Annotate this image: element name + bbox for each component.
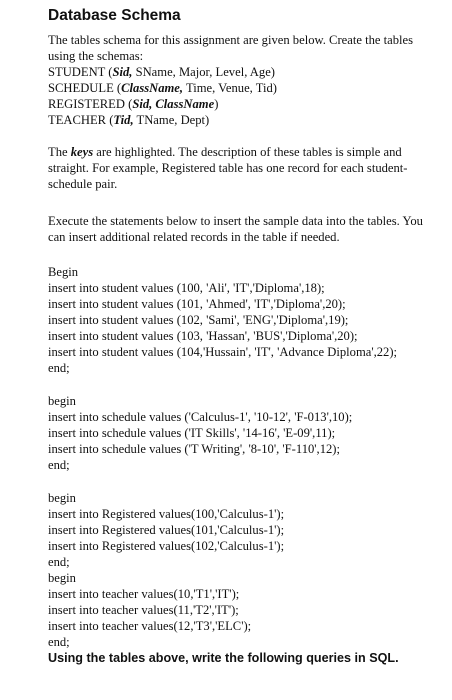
code-line: end; [48,635,70,649]
page-title: Database Schema [48,7,181,24]
keys-note-lead: The [48,145,71,159]
schema-open: ( [106,113,114,127]
code-line: insert into schedule values ('IT Skills', '14-16', 'E-09',11); [48,426,336,440]
schema-fields: SName, Major, Level, Age) [132,65,275,79]
code-line: insert into student values (103, 'Hassan', 'BUS','Diploma',20); [48,329,358,343]
intro-paragraph: The tables schema for this assignment are given below. Create the tables using the schemas: [48,33,413,63]
schema-name: TEACHER [48,113,107,127]
code-line: insert into student values (104,'Hussain', 'IT', 'Advance Diploma',22); [48,345,398,359]
keys-note-body: are highlighted. The description of these tables is simple and straight. For example, Registered table has one record for each student-schedule pair. [48,145,408,191]
schema-key: ClassName, [121,81,184,95]
schema-fields: Time, Venue, Tid) [183,81,277,95]
schema-schedule [48,80,452,96]
schema-name: STUDENT [48,65,106,79]
schema-open: ( [124,97,133,111]
student-insert-block [48,264,452,376]
execute-note: Execute the statements below to insert the sample data into the tables. You can insert additional related records in the table if needed. [48,214,423,244]
code-line: begin [48,571,76,585]
code-line: end; [48,458,70,472]
code-line: insert into teacher values(11,'T2','IT'); [48,603,239,617]
code-line: insert into student values (102, 'Sami', 'ENG','Diploma',19); [48,313,349,327]
code-line: Begin [48,265,79,279]
schema-list [48,64,452,128]
keys-note [48,144,432,192]
schema-teacher [48,112,452,128]
code-line: begin [48,491,76,505]
code-line: insert into student values (101, 'Ahmed', 'IT','Diploma',20); [48,297,346,311]
code-line: end; [48,555,70,569]
code-line: insert into schedule values ('Calculus-1', '10-12', 'F-013',10); [48,410,353,424]
code-line: end; [48,361,70,375]
code-line: insert into Registered values(101,'Calculus-1'); [48,523,285,537]
registered-insert-block [48,490,452,570]
schema-registered [48,96,452,112]
queries-instruction: Using the tables above, write the following queries in SQL. [48,651,399,665]
keys-emphasis: keys [70,145,94,159]
schema-student [48,64,452,80]
code-line: insert into schedule values ('T Writing', '8-10', 'F-110',12); [48,442,340,456]
schema-name: REGISTERED [48,97,125,111]
code-line: begin [48,394,76,408]
schema-key: Tid, [113,113,134,127]
code-line: insert into Registered values(102,'Calculus-1'); [48,539,285,553]
schema-key: Sid, [112,65,133,79]
schema-open: ( [105,65,113,79]
schedule-insert-block [48,393,452,473]
code-line: insert into teacher values(10,'T1','IT'); [48,587,240,601]
schema-open: ( [113,81,122,95]
code-line: insert into Registered values(100,'Calculus-1'); [48,507,285,521]
teacher-insert-block [48,570,452,650]
schema-name: SCHEDULE [48,81,114,95]
schema-key: Sid, ClassName [132,97,215,111]
code-line: insert into student values (100, 'Ali', 'IT','Diploma',18); [48,281,325,295]
schema-fields: TName, Dept) [133,113,210,127]
schema-fields: ) [214,97,219,111]
code-line: insert into teacher values(12,'T3','ELC'); [48,619,252,633]
